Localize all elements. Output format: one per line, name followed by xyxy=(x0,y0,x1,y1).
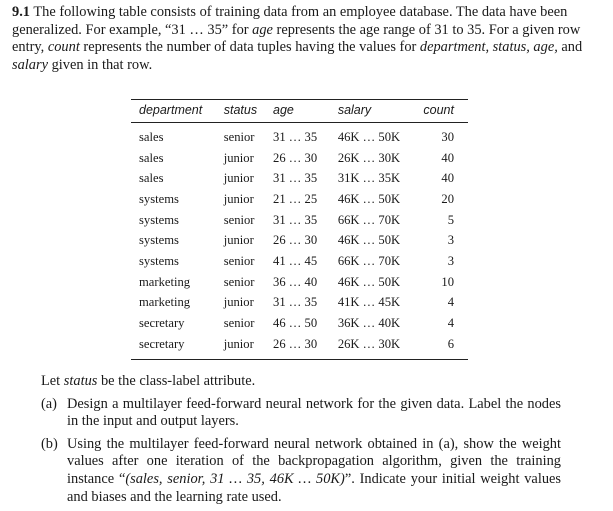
cell-status: senior xyxy=(223,253,255,268)
cell-age: 31 … 35 xyxy=(273,295,318,310)
cell-salary: 26K … 30K xyxy=(338,334,424,359)
cell-salary: 41K … 45K xyxy=(337,295,401,310)
cell-count: 30 xyxy=(441,129,454,144)
cell-age: 31 … 35 xyxy=(273,129,318,144)
cell-department: systems xyxy=(139,191,179,206)
cell-count: 4 xyxy=(447,316,454,331)
cell-status: junior xyxy=(223,150,254,165)
table-row xyxy=(131,313,468,334)
cell-count: 20 xyxy=(441,191,454,206)
table-row xyxy=(131,189,468,210)
cell-salary: 66K … 70K xyxy=(337,253,401,268)
cell-salary: 46K … 50K xyxy=(337,129,401,144)
question-text: Design a multilayer feed-forward neural network for the given data. Label the nodes in the input and output layers. xyxy=(67,395,561,430)
problem-statement xyxy=(12,4,602,74)
table-row xyxy=(131,272,468,293)
cell-department: secretary xyxy=(139,316,185,331)
table-row xyxy=(131,251,468,272)
cell-status: junior xyxy=(224,334,273,359)
cell-department: sales xyxy=(139,171,164,186)
cell-count: 3 xyxy=(447,233,454,248)
cell-department: marketing xyxy=(139,274,191,289)
cell-age: 21 … 25 xyxy=(273,191,318,206)
question-b xyxy=(41,436,561,506)
header-salary: salary xyxy=(338,100,424,123)
question-text: Using the multilayer feed-forward neural network obtained in (a), show the weight values after one iteration of the backpropagation algorithm, given the training instance “(sales, senior, 31 … 35, 46K … 50K)”. Indicate your initial weight values and biases and the learning rate used. xyxy=(67,435,562,505)
cell-salary: 36K … 40K xyxy=(337,316,401,331)
training-data-table xyxy=(131,99,468,360)
cell-status: junior xyxy=(223,171,254,186)
cell-department: systems xyxy=(139,253,179,268)
cell-status: junior xyxy=(223,191,254,206)
table-row xyxy=(131,293,468,314)
cell-department: sales xyxy=(139,129,164,144)
cell-age: 26 … 30 xyxy=(273,233,318,248)
cell-status: junior xyxy=(223,233,254,248)
cell-age: 41 … 45 xyxy=(273,253,318,268)
cell-count: 4 xyxy=(447,295,454,310)
cell-department: systems xyxy=(139,212,179,227)
cell-department: sales xyxy=(139,150,164,165)
header-status: status xyxy=(224,100,273,123)
cell-count: 10 xyxy=(441,274,454,289)
header-department: department xyxy=(131,100,224,123)
table-row xyxy=(131,334,468,359)
table-row xyxy=(131,230,468,251)
cell-salary: 66K … 70K xyxy=(337,212,401,227)
cell-department: secretary xyxy=(131,334,224,359)
header-count: count xyxy=(423,100,468,123)
cell-count: 3 xyxy=(447,253,454,268)
cell-status: senior xyxy=(223,129,255,144)
cell-count: 40 xyxy=(441,171,454,186)
cell-count: 6 xyxy=(423,334,468,359)
cell-count: 5 xyxy=(447,212,454,227)
table-body xyxy=(131,123,468,360)
cell-age: 46 … 50 xyxy=(273,316,318,331)
cell-salary: 31K … 35K xyxy=(337,171,401,186)
cell-age: 31 … 35 xyxy=(273,171,318,186)
cell-status: junior xyxy=(223,295,254,310)
cell-age: 26 … 30 xyxy=(273,334,338,359)
table-header-row xyxy=(131,100,468,123)
header-age: age xyxy=(273,100,338,123)
cell-age: 31 … 35 xyxy=(273,212,318,227)
questions xyxy=(41,373,561,506)
problem-intro: 9.1 The following table consists of training data from an employee database. The data have been generalized. For example, “31 … 35” for age represents the age range of 31 to 35. For a given row entry, count represents the number of data tuples having the values for department, status, age, and salary given in that row. xyxy=(12,4,583,73)
table-row xyxy=(131,210,468,231)
table-row xyxy=(131,168,468,189)
cell-age: 26 … 30 xyxy=(273,150,318,165)
cell-count: 40 xyxy=(441,150,454,165)
cell-department: systems xyxy=(139,233,179,248)
cell-age: 36 … 40 xyxy=(273,274,318,289)
question-a xyxy=(41,396,561,431)
problem-number: 9.1 xyxy=(12,4,30,20)
cell-salary: 46K … 50K xyxy=(337,274,401,289)
cell-salary: 46K … 50K xyxy=(337,191,401,206)
cell-status: senior xyxy=(223,274,255,289)
question-label: (b) xyxy=(41,435,58,452)
training-data-table-wrapper xyxy=(131,99,468,360)
table-row xyxy=(131,123,468,148)
cell-department: marketing xyxy=(139,295,191,310)
cell-salary: 26K … 30K xyxy=(337,150,401,165)
class-label-statement: Let status be the class-label attribute. xyxy=(41,373,256,389)
cell-salary: 46K … 50K xyxy=(337,233,401,248)
cell-status: senior xyxy=(223,212,255,227)
table-row xyxy=(131,148,468,169)
question-label: (a) xyxy=(41,395,57,412)
cell-status: senior xyxy=(223,316,255,331)
